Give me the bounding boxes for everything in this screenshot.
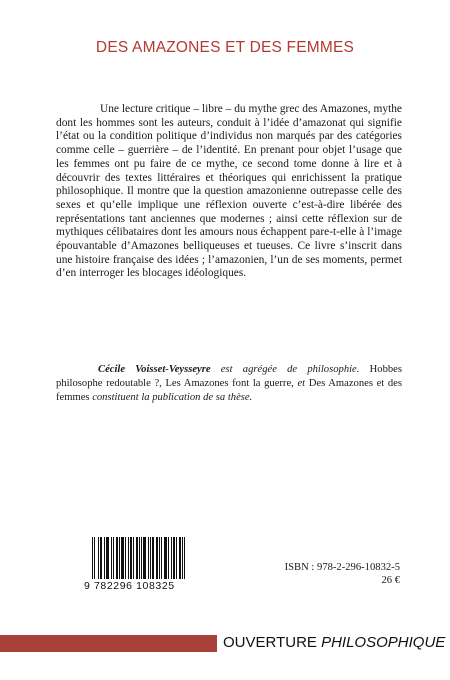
barcode-bar [141, 537, 142, 579]
barcode-bar [106, 537, 107, 579]
collection-name-part2: PHILOSOPHIQUE [321, 634, 446, 651]
author-bio-part2: Hobbes philosophe redoutable ?, Les Amazones font la guerre, [56, 364, 402, 389]
barcode-bar [179, 537, 180, 579]
barcode-bar [98, 537, 99, 579]
barcode-bar [107, 537, 108, 579]
barcode-bar [159, 537, 160, 579]
barcode-bar [116, 537, 117, 579]
barcode-bar [104, 537, 105, 579]
barcode-bar [153, 537, 154, 579]
barcode-bar [137, 537, 138, 579]
author-bio-part3: et [297, 377, 306, 389]
barcode [84, 537, 194, 591]
barcode-bar [173, 537, 174, 579]
book-summary: Une lecture critique – libre – du mythe grec des Amazones, mythe dont les hommes sont les auteurs, conduit à l’idée d’amazonat qui signifie l’état ou la condition politique d’individus non marqués par des catégories comme celle – guerrière – de l’identité. En prenant pour objet l’usage que les femmes ont pu faire de ce mythe, ce second tome donne à lire et à découvrir des textes littéraires et théoriques qui enrichissent la pratique philosophique. Il montre que la question amazonienne outrepasse celle des sexes et qu’elle implique une réflexion ouverte c’est-à-dire libérée des représentations tant anciennes que modernes ; ainsi cette réflexion sur de mythiques célibataires dont les amours nous échappent pare-t-elle à l’image épouvantable d’Amazones belliqueuses et tueuses. Ce livre s’inscrit dans une histoire française des idées ; l’amazonien, l’un de ses moments, permet d’en interroger les blocages idéologiques. [56, 103, 402, 280]
author-bio [56, 363, 402, 404]
barcode-bar [168, 537, 169, 579]
barcode-bar [150, 537, 151, 579]
barcode-bar [101, 537, 102, 579]
barcode-bar [122, 537, 123, 579]
barcode-bar [144, 537, 145, 579]
barcode-bar [145, 537, 146, 579]
barcode-bar [182, 537, 183, 579]
barcode-bar [92, 537, 93, 579]
barcode-bar [143, 537, 144, 579]
barcode-bar [152, 537, 153, 579]
barcode-bar [166, 537, 167, 579]
barcode-bar [125, 537, 126, 579]
barcode-bar [94, 537, 95, 579]
barcode-bar [100, 537, 101, 579]
barcode-bar [130, 537, 131, 579]
barcode-bar [184, 537, 185, 579]
barcode-bar [108, 537, 109, 579]
barcode-bar [119, 537, 120, 579]
author-bio-part4: Des Amazones et des femmes [56, 377, 403, 403]
barcode-bar [117, 537, 118, 579]
barcode-bar [121, 537, 122, 579]
author-bio-part1: est agrégée de philosophie. [210, 364, 360, 375]
barcode-bar [148, 537, 149, 579]
collection-name-part1: OUVERTURE [223, 634, 322, 651]
barcode-bar [136, 537, 137, 579]
barcode-bar [123, 537, 124, 579]
barcode-bar [164, 537, 165, 579]
barcode-bar [165, 537, 166, 579]
barcode-bar [131, 537, 132, 579]
barcode-bar [161, 537, 162, 579]
barcode-bars [92, 537, 188, 579]
barcode-bar [157, 537, 158, 579]
barcode-bar [113, 537, 114, 579]
isbn: ISBN : 978-2-296-10832-5 [284, 562, 400, 573]
book-title: DES AMAZONES ET DES FEMMES [95, 39, 355, 56]
barcode-bar [133, 537, 134, 579]
barcode-bar [139, 537, 140, 579]
barcode-bar [111, 537, 112, 579]
collection-name [223, 634, 445, 651]
price: 26 € [381, 575, 400, 586]
barcode-bar [171, 537, 172, 579]
barcode-bar [156, 537, 157, 579]
collection-color-bar [0, 635, 217, 652]
barcode-bar [180, 537, 181, 579]
author-name: Cécile Voisset-Veysseyre [98, 364, 211, 375]
barcode-bar [176, 537, 177, 579]
barcode-digits: 9 782296 108325 [84, 580, 175, 592]
barcode-bar [128, 537, 129, 579]
author-bio-part5: constituent la publication de sa thèse. [92, 391, 253, 403]
barcode-bar [174, 537, 175, 579]
